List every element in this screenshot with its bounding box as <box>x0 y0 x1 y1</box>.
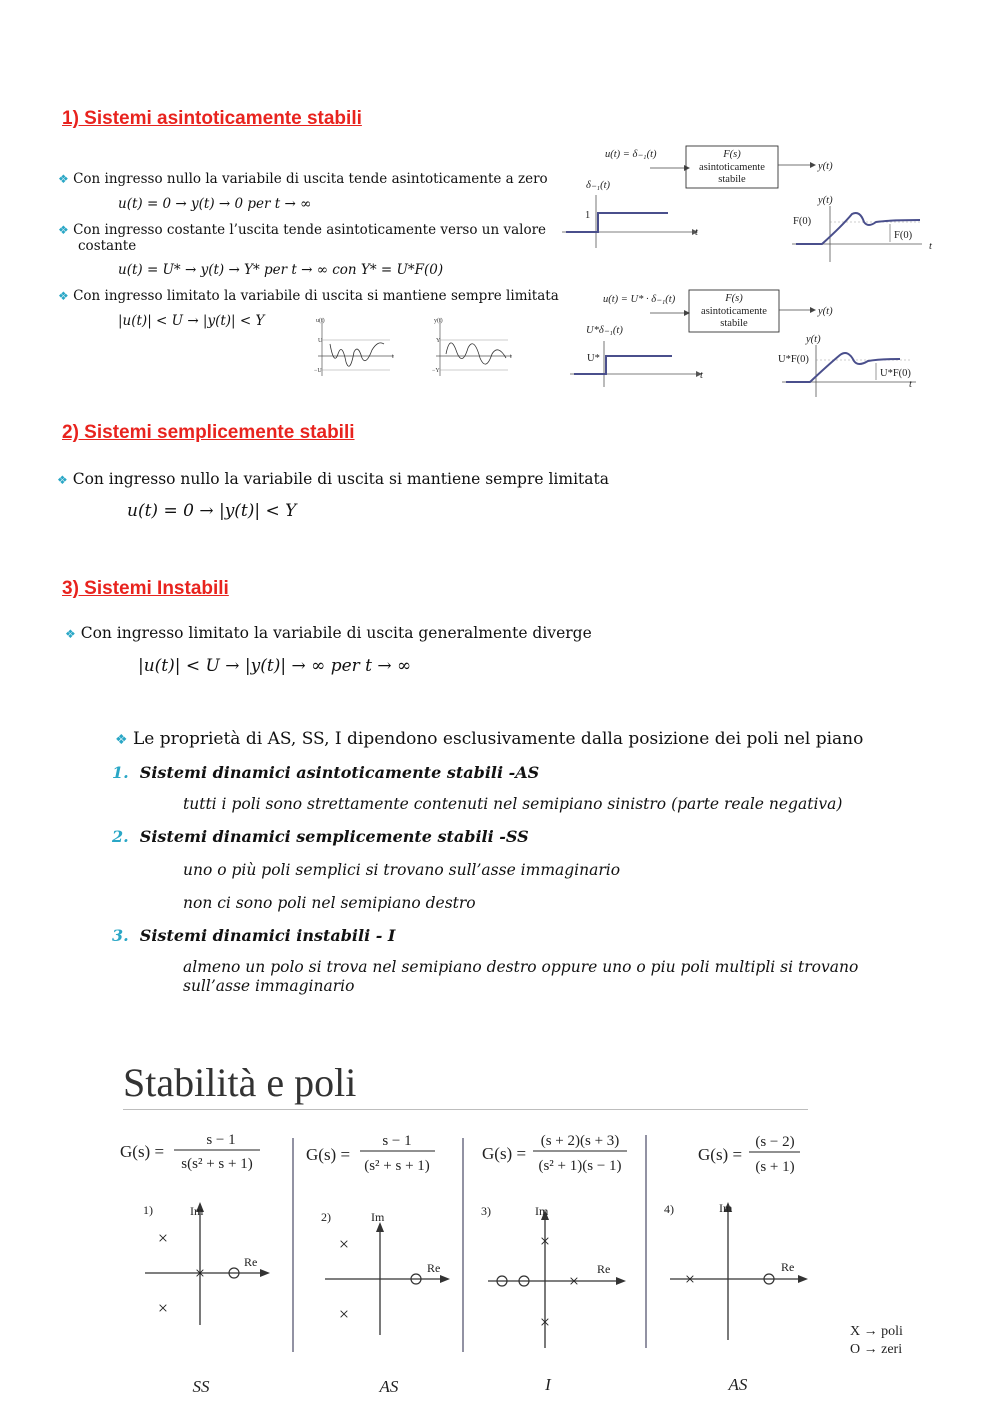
svg-text:1): 1) <box>143 1203 153 1217</box>
properties-intro <box>115 729 863 749</box>
item-title: Sistemi dinamici semplicemente stabili -SS <box>139 827 529 846</box>
bullet-2-1 <box>57 470 609 488</box>
transfer-function-2 <box>306 1133 435 1174</box>
property-line: uno o più poli semplici si trovano sull’asse immaginario <box>183 861 621 879</box>
svg-text:s(s² + s + 1): s(s² + s + 1) <box>181 1156 253 1172</box>
pole-marker: × <box>568 1271 580 1291</box>
property-line: almeno un polo si trova nel semipiano destro oppure uno o piu poli multipli si trovano <box>183 958 859 976</box>
item-title: Sistemi dinamici instabili - I <box>139 926 396 945</box>
stability-label-4: AS <box>728 1375 748 1394</box>
svg-text:Re: Re <box>427 1261 441 1275</box>
svg-text:G(s) =: G(s) = <box>698 1145 743 1164</box>
pole-zero-plane-1 <box>143 1202 270 1325</box>
item-number: 3. <box>112 926 129 945</box>
bullet-3-1 <box>65 624 592 642</box>
step-label: δ₋₁(t) <box>586 180 610 191</box>
pole-marker: × <box>157 1298 169 1318</box>
legend-zeros: O → zeri <box>850 1342 903 1357</box>
pole-zero-figure <box>110 1120 920 1405</box>
intro-text: Le proprietà di AS, SS, I dipendono esclusivamente dalla posizione dei poli nel piano <box>132 729 864 749</box>
diamond-bullet-icon: ❖ <box>65 627 76 641</box>
svg-text:2): 2) <box>321 1210 331 1224</box>
transfer-function-3 <box>482 1133 627 1174</box>
response-ylabel: y(t) <box>818 195 833 206</box>
svg-text:G(s) =: G(s) = <box>120 1142 165 1161</box>
diamond-bullet-icon: ❖ <box>57 473 68 487</box>
section2-title: 2) Sistemi semplicemente stabili <box>62 422 355 443</box>
stability-label-3: I <box>545 1375 551 1394</box>
figure-title-rule <box>123 1109 808 1110</box>
property-item-2 <box>112 827 529 846</box>
pole-marker: × <box>539 1231 551 1251</box>
step-response-diagram-2 <box>560 285 950 400</box>
svg-text:G(s) =: G(s) = <box>306 1145 351 1164</box>
time-label: t <box>909 379 912 390</box>
step-label: U*δ₋₁(t) <box>586 325 623 336</box>
pole-marker: × <box>194 1263 206 1283</box>
svg-text:4): 4) <box>664 1202 674 1216</box>
pole-marker: × <box>684 1269 696 1289</box>
bullet-1-2 <box>58 222 546 254</box>
time-label: t <box>700 370 703 381</box>
formula-1-3: |u(t)| < U → |y(t)| < Y <box>118 313 265 329</box>
pole-zero-plane-3 <box>481 1204 626 1348</box>
item-title: Sistemi dinamici asintoticamente stabili -AS <box>139 763 540 782</box>
response-f0-label: U*F(0) <box>778 354 809 365</box>
plot-top-label: U <box>318 338 323 344</box>
diamond-bullet-icon: ❖ <box>58 172 69 186</box>
plot-top-label: Y <box>436 338 441 344</box>
svg-text:G(s) =: G(s) = <box>482 1144 527 1163</box>
diamond-bullet-icon: ❖ <box>58 289 69 303</box>
property-line: tutti i poli sono strettamente contenuti nel semipiano sinistro (parte reale negativa) <box>183 795 843 813</box>
svg-text:Im: Im <box>371 1210 385 1224</box>
box-label: asintoticamente <box>701 306 767 317</box>
property-line: sull’asse immaginario <box>183 977 355 995</box>
box-label: F(s) <box>723 149 741 160</box>
plot-xlabel: t <box>392 354 394 360</box>
plot-bottom-label: −Y <box>432 368 440 374</box>
svg-text:(s − 2): (s − 2) <box>755 1134 795 1150</box>
property-item-3 <box>112 926 395 945</box>
property-line: non ci sono poli nel semipiano destro <box>183 894 476 912</box>
bounded-input-plot <box>310 314 400 380</box>
figure-title: Stabilità e poli <box>123 1060 357 1105</box>
legend-poles: X → poli <box>850 1324 903 1339</box>
formula-3-1: |u(t)| < U → |y(t)| → ∞ per t → ∞ <box>138 656 412 676</box>
plot-xlabel: t <box>510 354 512 360</box>
plot-ylabel: y(t) <box>434 318 443 324</box>
svg-text:s − 1: s − 1 <box>206 1132 236 1148</box>
stability-label-2: AS <box>379 1377 399 1396</box>
response-f0-arrow-label: F(0) <box>894 230 913 241</box>
transfer-function-4 <box>698 1134 800 1175</box>
plot-bottom-label: −U <box>314 368 322 374</box>
svg-text:Re: Re <box>244 1255 258 1269</box>
svg-text:Re: Re <box>597 1262 611 1276</box>
response-f0-label: F(0) <box>793 216 812 227</box>
bullet-1-3 <box>58 288 559 304</box>
pole-marker: × <box>157 1228 169 1248</box>
svg-text:(s + 2)(s + 3): (s + 2)(s + 3) <box>540 1133 620 1149</box>
bullet-text: Con ingresso limitato la variabile di uscita si mantiene sempre limitata <box>73 288 559 304</box>
diamond-bullet-icon: ❖ <box>115 732 128 748</box>
time-label: t <box>695 227 698 238</box>
item-number: 2. <box>112 827 129 846</box>
property-item-1 <box>112 763 539 782</box>
plot-ylabel: u(t) <box>316 318 325 324</box>
diagram-output-label: y(t) <box>818 306 833 317</box>
svg-text:Re: Re <box>781 1260 795 1274</box>
bullet-text: Con ingresso nullo la variabile di uscita si mantiene sempre limitata <box>72 470 609 488</box>
transfer-function-1 <box>120 1132 260 1172</box>
formula-1-1: u(t) = 0 → y(t) → 0 per t → ∞ <box>118 196 312 212</box>
svg-text:(s² + 1)(s − 1): (s² + 1)(s − 1) <box>538 1158 622 1174</box>
formula-2-1: u(t) = 0 → |y(t)| < Y <box>127 501 297 521</box>
step-response-diagram-1 <box>560 140 950 265</box>
svg-text:(s² + s + 1): (s² + s + 1) <box>364 1158 430 1174</box>
response-f0-arrow-label: U*F(0) <box>880 368 911 379</box>
bullet-text: Con ingresso nullo la variabile di uscita tende asintoticamente a zero <box>73 171 548 187</box>
box-label: F(s) <box>725 293 743 304</box>
stability-label-1: SS <box>192 1377 210 1396</box>
section3-title: 3) Sistemi Instabili <box>62 578 229 599</box>
pole-zero-plane-4 <box>664 1201 808 1340</box>
step-amplitude: U* <box>587 353 600 364</box>
svg-text:(s + 1): (s + 1) <box>755 1159 795 1175</box>
pole-zero-plane-2 <box>321 1210 450 1335</box>
section1-title: 1) Sistemi asintoticamente stabili <box>62 108 362 129</box>
pole-marker: × <box>539 1312 551 1332</box>
bullet-text: Con ingresso costante l’uscita tende asintoticamente verso un valore <box>73 222 547 238</box>
diamond-bullet-icon: ❖ <box>58 223 69 237</box>
diagram-input-label: u(t) = δ₋₁(t) <box>605 149 657 160</box>
pole-marker: × <box>338 1304 350 1324</box>
svg-text:Im: Im <box>535 1204 549 1218</box>
box-label: asintoticamente <box>699 162 765 173</box>
bullet-1-1 <box>58 171 548 187</box>
bounded-output-plot <box>428 314 518 380</box>
pole-marker: × <box>338 1234 350 1254</box>
box-label: stabile <box>718 174 746 185</box>
diagram-output-label: y(t) <box>818 161 833 172</box>
box-label: stabile <box>720 318 748 329</box>
svg-text:3): 3) <box>481 1204 491 1218</box>
response-ylabel: y(t) <box>806 334 821 345</box>
svg-text:Im: Im <box>190 1204 204 1218</box>
step-amplitude: 1 <box>585 210 591 221</box>
bullet-text-cont: costante <box>78 238 137 254</box>
diagram-input-label: u(t) = U* · δ₋₁(t) <box>603 294 676 305</box>
formula-1-2: u(t) = U* → y(t) → Y* per t → ∞ con Y* = U*F(0) <box>118 262 444 278</box>
item-number: 1. <box>112 763 129 782</box>
svg-text:Im: Im <box>719 1201 733 1215</box>
time-label: t <box>929 241 932 252</box>
svg-text:s − 1: s − 1 <box>382 1133 412 1149</box>
bullet-text: Con ingresso limitato la variabile di uscita generalmente diverge <box>80 624 592 642</box>
